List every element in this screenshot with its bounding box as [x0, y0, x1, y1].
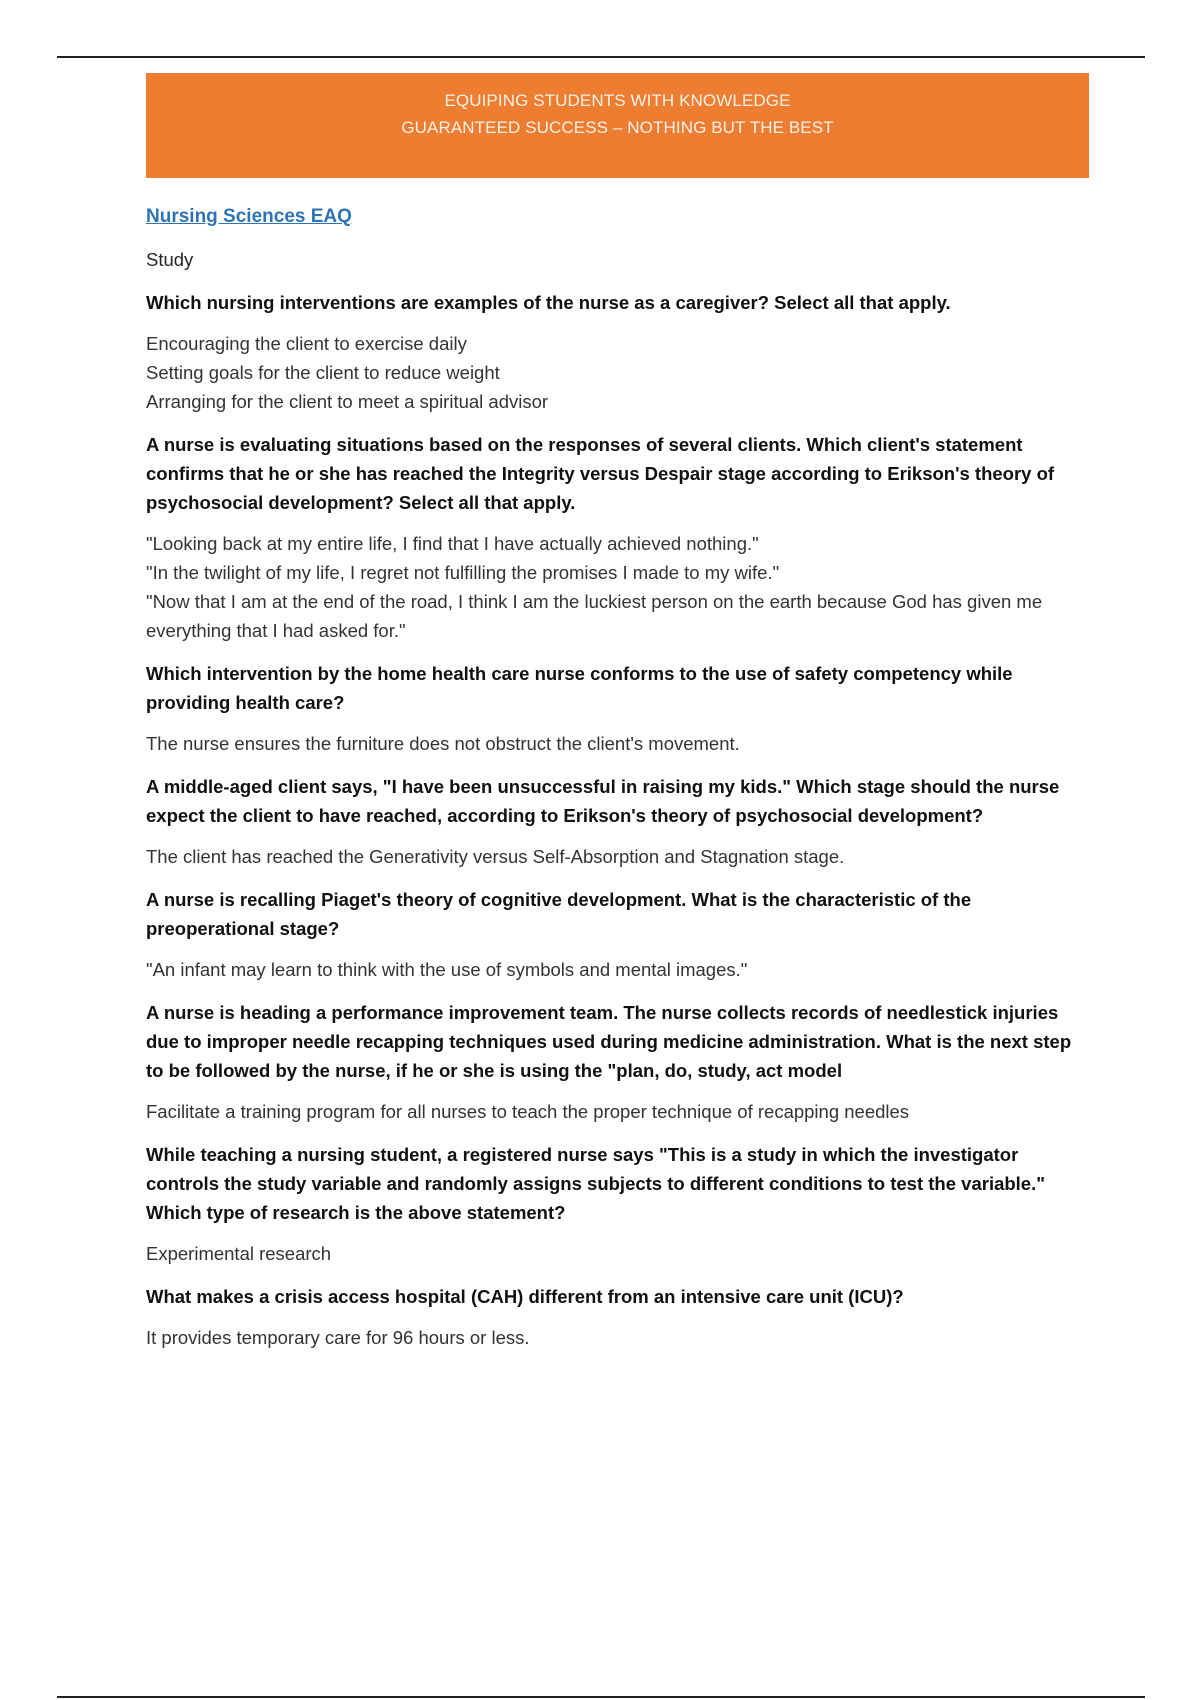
answer-list	[146, 1323, 1091, 1352]
banner-line-2: GUARANTEED SUCCESS – NOTHING BUT THE BEST	[401, 118, 834, 137]
answer-text: The nurse ensures the furniture does not obstruct the client's movement.	[146, 733, 740, 754]
question-text: A nurse is heading a performance improvement team. The nurse collects records of needlestick injuries due to improper needle recapping techniques used during medicine administration. What is the next step to be followed by the nurse, if he or she is using the "plan, do, study, act model	[146, 1002, 1072, 1081]
question-text: A nurse is recalling Piaget's theory of cognitive development. What is the characteristic of the preoperational stage?	[146, 889, 972, 939]
answer-text: "In the twilight of my life, I regret not fulfilling the promises I made to my wife."	[146, 562, 780, 583]
document-subtitle: Study	[146, 249, 194, 270]
banner-line-1: EQUIPING STUDENTS WITH KNOWLEDGE	[444, 91, 791, 110]
question-text: While teaching a nursing student, a registered nurse says "This is a study in which the investigator controls the study variable and randomly assigns subjects to different conditions to test the variable." Which type of research is the above statement?	[146, 1144, 1046, 1223]
top-rule	[57, 56, 1145, 58]
answer-text: Encouraging the client to exercise daily	[146, 333, 467, 354]
answer-list	[146, 1239, 1091, 1268]
answer-text: "Looking back at my entire life, I find that I have actually achieved nothing."	[146, 533, 759, 554]
answer-text: Setting goals for the client to reduce weight	[146, 362, 500, 383]
bottom-rule	[57, 1696, 1145, 1698]
question-text: Which nursing interventions are examples of the nurse as a caregiver? Select all that apply.	[146, 292, 951, 313]
answer-text: Arranging for the client to meet a spiritual advisor	[146, 391, 549, 412]
answer-list	[146, 329, 1091, 416]
qa-block	[146, 1140, 1091, 1268]
document-title-link[interactable]: Nursing Sciences EAQ	[146, 206, 352, 227]
answer-text: The client has reached the Generativity versus Self-Absorption and Stagnation stage.	[146, 846, 845, 867]
qa-block	[146, 430, 1091, 645]
qa-block	[146, 885, 1091, 984]
answer-list	[146, 1097, 1091, 1126]
question-text: A middle-aged client says, "I have been unsuccessful in raising my kids." Which stage should the nurse expect the client to have reached, according to Erikson's theory of psychosocial development?	[146, 776, 1060, 826]
qa-block	[146, 1282, 1091, 1352]
answer-list	[146, 955, 1091, 984]
question-text: What makes a crisis access hospital (CAH) different from an intensive care unit (ICU)?	[146, 1286, 904, 1307]
answer-text: It provides temporary care for 96 hours or less.	[146, 1327, 530, 1348]
answer-text: Experimental research	[146, 1243, 332, 1264]
qa-block	[146, 772, 1091, 871]
qa-list	[146, 288, 1091, 1352]
qa-block	[146, 659, 1091, 758]
question-text: Which intervention by the home health care nurse conforms to the use of safety competency while providing health care?	[146, 663, 1013, 713]
document-body	[146, 202, 1091, 1366]
qa-block	[146, 998, 1091, 1126]
answer-list	[146, 842, 1091, 871]
question-text: A nurse is evaluating situations based on the responses of several clients. Which client's statement confirms that he or she has reached the Integrity versus Despair stage according to Erikson's theory of psychosocial development? Select all that apply.	[146, 434, 1055, 513]
answer-text: "An infant may learn to think with the use of symbols and mental images."	[146, 959, 748, 980]
answer-text: "Now that I am at the end of the road, I think I am the luckiest person on the earth because God has given me everything that I had asked for."	[146, 591, 1043, 641]
header-banner	[146, 73, 1089, 178]
answer-list	[146, 729, 1091, 758]
answer-list	[146, 529, 1091, 645]
answer-text: Facilitate a training program for all nurses to teach the proper technique of recapping needles	[146, 1101, 910, 1122]
qa-block	[146, 288, 1091, 416]
